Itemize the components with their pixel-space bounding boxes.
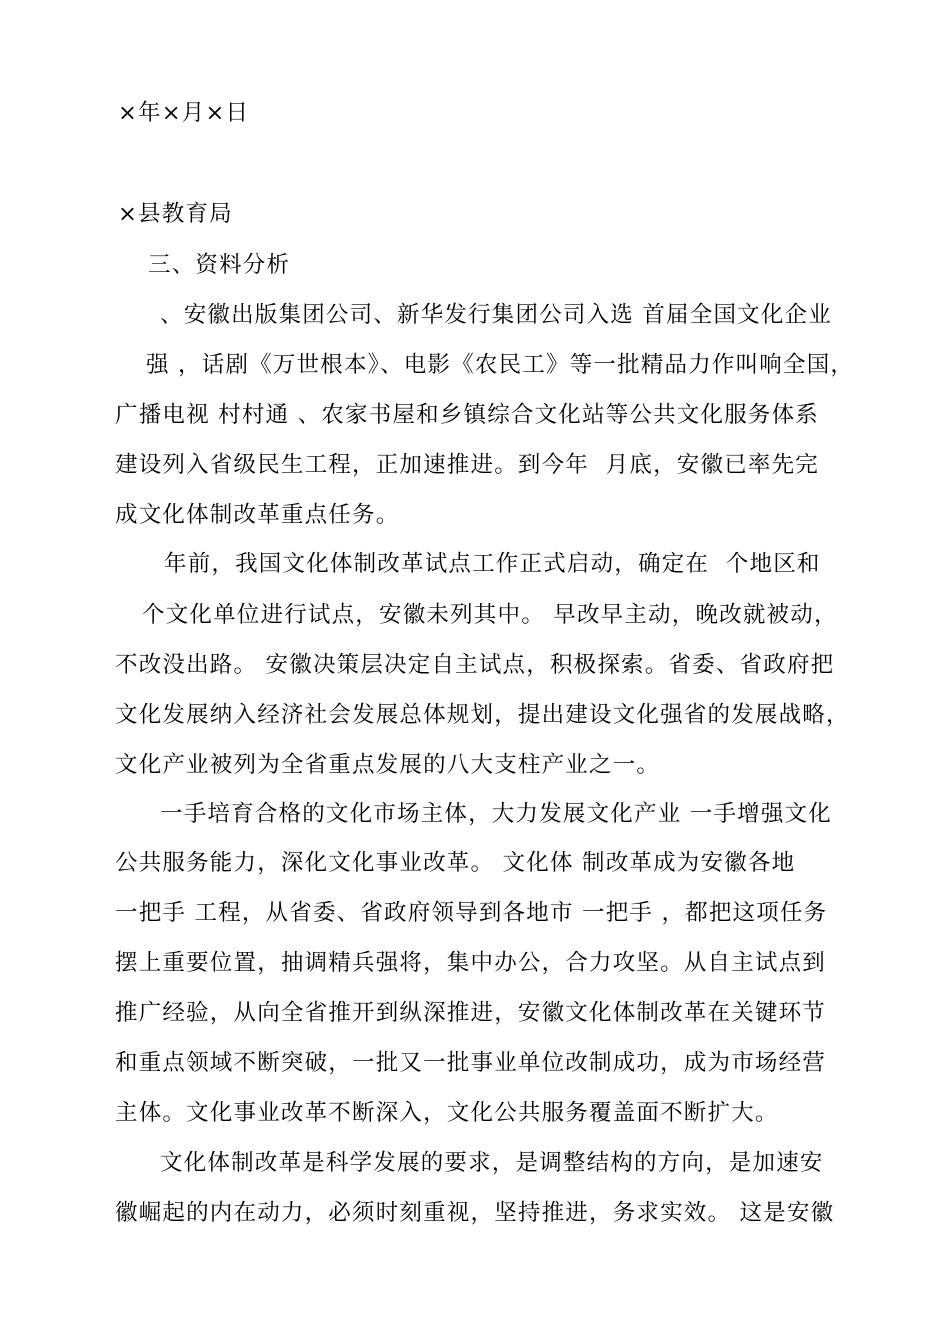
text-line: 广播电视 村村通 、农家书屋和乡镇综合文化站等公共文化服务体系 [115, 402, 820, 428]
text-line: 一把手 工程，从省委、省政府领导到各地市 一把手 ，都把这项任务 [115, 900, 828, 926]
text-line: 个文化单位进行试点，安徽未列其中。 早改早主动，晚改就被动， [142, 602, 838, 628]
text-line: 摆上重要位置，抽调精兵强将，集中办公，合力攻坚。从自主试点到 [115, 950, 827, 976]
date-line: ×年×月×日 [118, 100, 250, 126]
text-line: 文化体制改革是科学发展的要求，是调整结构的方向，是加速安 [160, 1150, 824, 1176]
text-line: 一手培育合格的文化市场主体，大力发展文化产业 一手增强文化 [160, 801, 832, 827]
text-line: 建设列入省级民生工程，正加速推进。到今年 月底，安徽已率先完 [115, 452, 820, 478]
text-line: 主体。文化事业改革不断深入，文化公共服务覆盖面不断扩大。 [115, 1100, 779, 1126]
issuer-line: ×县教育局 [118, 201, 233, 227]
text-line: 强 ，话剧《万世根本》、电影《农民工》等一批精品力作叫响全国， [146, 352, 855, 378]
text-line: 、安徽出版集团公司、新华发行集团公司入选 首届全国文化企业 [160, 302, 832, 328]
section-heading: 三、资料分析 [148, 252, 291, 278]
text-line: 公共服务能力，深化文化事业改革。 文化体 制改革成为安徽各地 [115, 850, 796, 876]
text-line: 不改没出路。 安徽决策层决定自主试点，积极探索。省委、省政府把 [115, 652, 835, 678]
text-line: 文化产业被列为全省重点发展的八大支柱产业之一。 [115, 752, 661, 778]
text-line: 文化发展纳入经济社会发展总体规划，提出建设文化强省的发展战略， [115, 702, 850, 728]
text-line: 推广经验，从向全省推开到纵深推进，安徽文化体制改革在关键环节 [115, 1000, 827, 1026]
text-line: 年前，我国文化体制改革试点工作正式启动，确定在 个地区和 [164, 551, 821, 577]
text-line: 成文化体制改革重点任务。 [115, 502, 400, 528]
text-line: 和重点领域不断突破，一批又一批事业单位改制成功，成为市场经营 [115, 1050, 827, 1076]
text-line: 徽崛起的内在动力，必须时刻重视，坚持推进，务求实效。 这是安徽 [115, 1200, 835, 1226]
